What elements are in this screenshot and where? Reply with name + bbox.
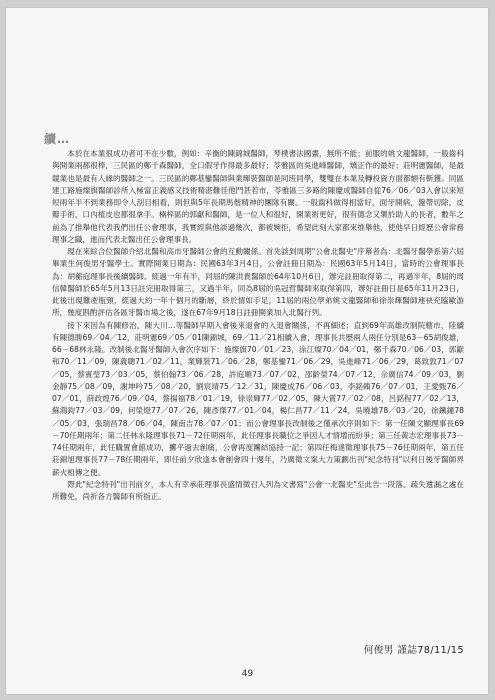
- document-page: [6, 8, 488, 694]
- paragraph: 際此"紀念特刊"出刊前夕，本人有幸承莊理事長盛情徵召入列為文書寫"公會一北醫史"至此告一段落。疏失遺漏之處在所難免，尚祈各方醫師有所指正。: [52, 479, 464, 501]
- page-number: 49: [241, 669, 254, 679]
- article-body: [52, 148, 464, 503]
- paragraph: 本於在本業很成功者可不在少數，例如：辛衡的陳錦城醫師，琴樸書法國畫，無所不能；前服的姚文龍醫師，一般齒科與開業兩都很棒，三民區的鄭千森醫師，全口假牙作得最多最好；苓雅區的吳進峰醫師，矯正作的最好；莊明憲醫師，是最競業也是最有人緣的醫師之一。三民區的鄭基鑾醫師與業輝裝醫師是同班同學，雙雙在本業及轉投資方面都頗有斬獲。同區建工路施燦旗醫師診所入極富正義感又技術精湛難佳他鬥甚若市，苓雅區三多路的陳慶成醫師自從76／06／03入會以來短短兩年半不到業務即令人刮目相看，則但與5年長期馬偕精神的團隊有關。一般齒科做得相當好，面牙開病，盤帶切除，皮瓣手術，口內植皮也都很拿手。楠梓區的郭獻和醫師，是一位人和很好，開業術更好，很有德念又樂於助人的長者，數年之前為了推舉他代表我們出任公會理事，我實經與他談過幾次，都被婉拒，希望此刻大家都來推舉他，使他早日經歷公會常務理事之職，進而代表北醫出任公會理事長。: [52, 149, 464, 244]
- author-signature: 何俊男 謹誌78/11/15: [363, 645, 464, 656]
- continued-heading: 續…: [44, 132, 71, 146]
- paragraph: 接下來因為有陳修治，陳大川…等醫師早期入會後來退會的入退會關係，不再細述；直到69年高雄改制院轄市，陸續有陳德勝69／04／12，莊明憲69／05／01陳錦城，69／11／21相續入會，理事長共歷兩人兩任分別是63－65胡俊雄，66－68林永隆。改制後北醫牙醫師入會次序如下：施燦旗70／01／23，涂江燦70／04／01，鄭千森70／06／03，郭獻和70／11／09，陳義聰71／02／11，業輝裝71／06／28，鄭基鑾71／06／29，吳進峰71／06／29，葛致敦71／07／05，蔡賓瑩73／03／05，蔡伯翰73／06／28，許庭順73／07／02，邵齡榮74／07／12，佘廣信74／09／03，劉金靜75／08／09，謝坤吟75／08／20，劉宸靖75／12／31，陳慶成76／06／03，李銘賴76／07／01，王愛甄76／07／01，薛政煌76／09／04，蔡揚福78／01／19，徐崇輝77／02／05，陳大賞77／02／08，呂銘程77／02／13，蘇鴻鈞77／03／09，何榮燈77／07／26，陳彥傑77／01／04，楊仁昌77／11／24，吳曉雄78／03／20，徐鐵鐘78／05／03，張瑞昌78／06／04，陳南吉78／07／01；而公會理事長改制後之僅承次序則如下：第一任陳文顯理事長69－70任期兩年；第二任林永隆理事長71－72任期兩年，此任理事長職位之爭因人才情增而紛爭；第三任黃志宏理事長73－74任期兩年，此任購置會館成功，擲平過去創痛，公會再度團結協持一記；第四任梅達徵理事長75－76任期兩年，第五任莊錦旭理事長77－78任期兩年，即任前夕欣逢本會創會四十週年，乃廣徵文案大力策劃出刊"紀念特刊"以利日後牙醫師界薪火相傳之便。: [52, 320, 464, 477]
- paragraph: 現在來綜合位醫師介紹北醫和高市牙醫師公會的互動關係。首先談到周期"公會北醫史"序幕者為：北醫牙醫學系第六屆畢業生何俊男牙醫學士。實際開業日期為：民國63年3月4日，公會註冊日期為：民國63年5月14日，當時的公會理事長為：胡蘅庭理事長後續醫師。經過一年有半，同屆的陳洪貴醫師於64年10月6日，辦完註冊取得第二，再過半年，8屆的周信韓醫師於65年5月13日註完冊取得第三，又過半年，同為8屆的吳冠哲醫師來取得第四，辦好註冊日是65年11月23日，此後出現難產瓶頸，經過大約一年十個月的斷層，終於情如手足，11屆的兩位學弟姚文龍醫師和徐崇輝醫師連袂充臨歐游所，幾度斟酌評估各區牙醫市場之後，遂在67年9月18日註冊開業加入北醫行列。: [52, 247, 464, 318]
